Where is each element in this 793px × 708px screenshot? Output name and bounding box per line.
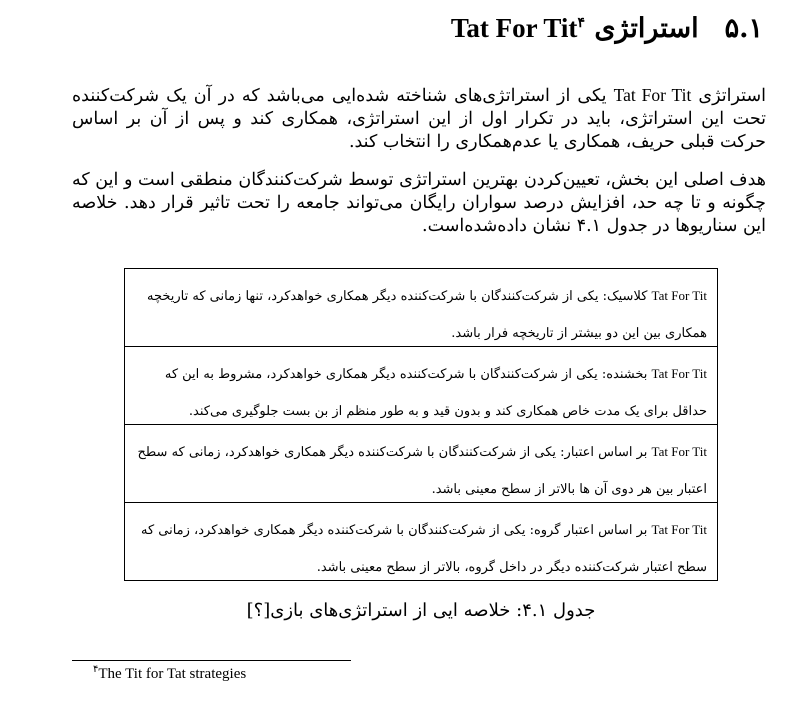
strategies-table: [124, 268, 718, 581]
strategy-description: بخشنده: یکی از شرکت‌کنندگان با شرکت‌کننده دیگر همکاری خواهدکرد، مشروط به این که حداقل برای یک مدت خاص همکاری کند و بدون قید و به طور منظم از بن بست جلوگیری می‌کند.: [164, 367, 707, 419]
section-number: ۵.۱: [724, 13, 763, 44]
footnote: [93, 666, 246, 683]
strategy-row-reputation: [125, 425, 717, 503]
section-title-fa: استراتژی: [594, 13, 699, 44]
strategy-description: بر اساس اعتبار: یکی از شرکت‌کنندگان با شرکت‌کننده دیگر همکاری خواهدکرد، زمانی که سطح اعتبار بین هر دوی آن ها بالاتر از سطح معینی باشد.: [137, 445, 707, 497]
footnote-reference: ۴: [577, 16, 585, 31]
strategy-row-group-reputation: [125, 503, 717, 580]
footnote-divider: [72, 660, 351, 661]
strategy-name: Tat For Tit: [651, 522, 707, 537]
strategy-name-inline: Tat For Tit: [613, 85, 692, 105]
strategy-name: Tat For Tit: [651, 444, 707, 459]
strategy-name: Tat For Tit: [651, 288, 707, 303]
section-heading: [451, 8, 763, 49]
footnote-text: The Tit for Tat strategies: [98, 666, 247, 682]
strategy-description: کلاسیک: یکی از شرکت‌کنندگان با شرکت‌کننده دیگر همکاری خواهدکرد، تنها زمانی که تاریخچه همکاری بین این دو بیشتر از تاریخچه فرار باشد.: [147, 289, 707, 341]
paragraph-intro: استراتژی Tat For Tit یکی از استراتژی‌های شناخته شده‌ایی می‌باشد که در آن یک شرکت‌کننده تحت این استراتژی، باید در تکرار اول از این استراتژی، همکاری کند و پس از آن بر اساس حرکت قبلی حریف، همکاری یا عدم‌همکاری را انتخاب کند.: [72, 85, 766, 152]
paragraph-goal: هدف اصلی این بخش، تعیین‌کردن بهترین استراتژی توسط شرکت‌کنندگان منطقی است و این که چگونه و تا چه حد، افزایش درصد سواران رایگان می‌تواند جامعه را تحت تاثیر قرار دهد. خلاصه این سناریوها در جدول ۴.۱ نشان داده‌شده‌است.: [72, 170, 766, 236]
section-title-latin: Tat For Tit$^۴$: [450, 13, 585, 43]
strategy-name: Tat For Tit: [651, 366, 707, 381]
table-caption: جدول ۴.۱: خلاصه ایی از استراتژی‌های بازی[؟]: [246, 600, 596, 621]
strategy-description: بر اساس اعتبار گروه: یکی از شرکت‌کنندگان با شرکت‌کننده دیگر همکاری خواهدکرد، زمانی که سطح اعتبار شرکت‌کننده دیگر در داخل گروه، بالاتر از سطح معینی باشد.: [140, 523, 707, 575]
strategy-row-forgiving: [125, 347, 717, 425]
footnote-mark: ۴: [93, 664, 99, 675]
strategy-row-classic: [125, 269, 717, 347]
